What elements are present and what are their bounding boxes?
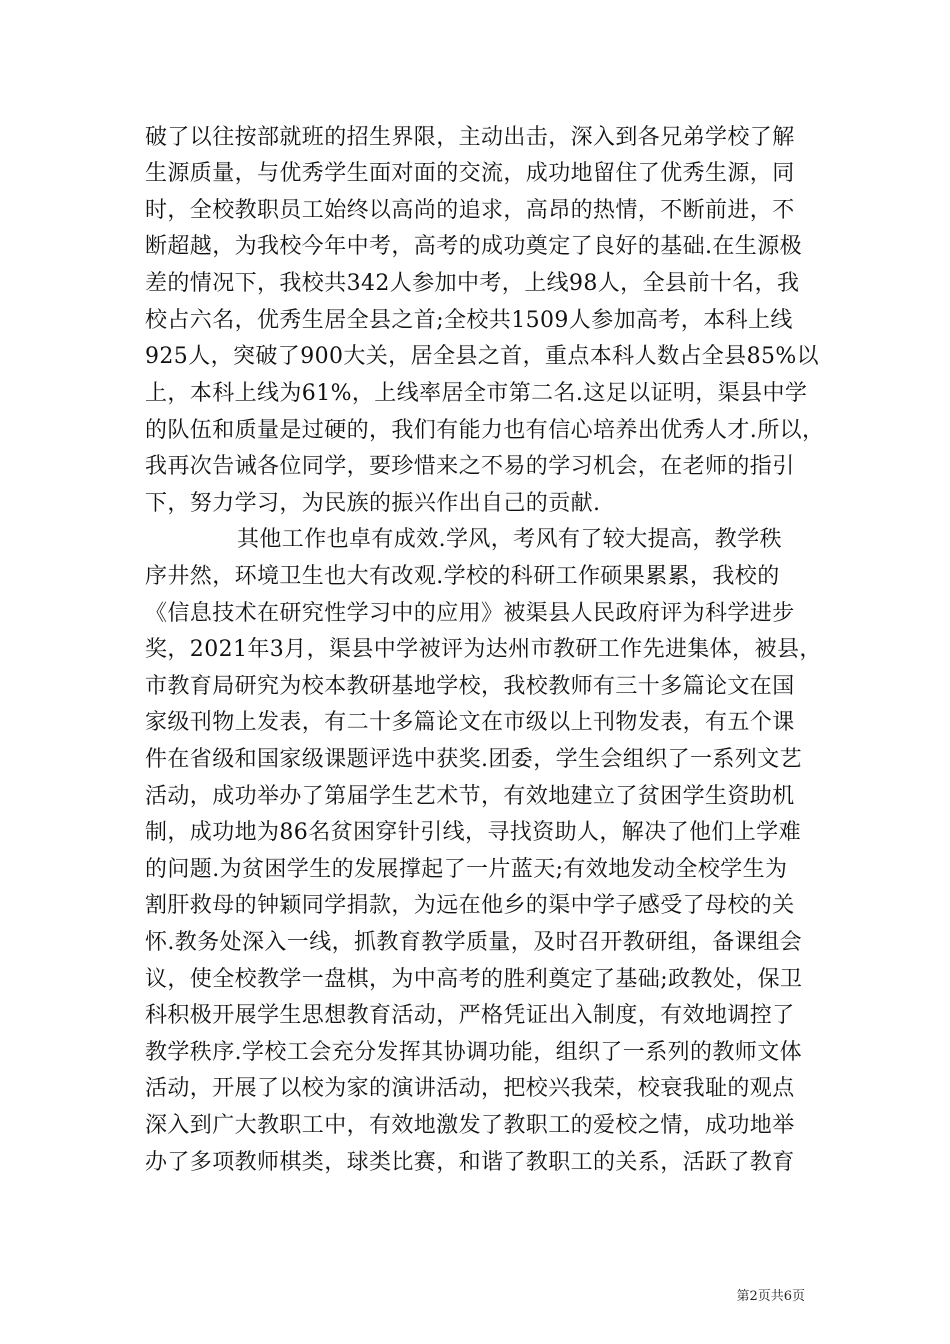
text-line: 议，使全校教学一盘棋，为中高考的胜利奠定了基础;政教处，保卫 <box>145 967 803 992</box>
text-line: 的问题.为贫困学生的发展撑起了一片蓝天;有效地发动全校学生为 <box>145 857 788 882</box>
text-line: 断超越，为我校今年中考，高考的成功奠定了良好的基础.在生源极 <box>145 234 802 259</box>
text-line: 序井然，环境卫生也大有改观.学校的科研工作硕果累累，我校的 <box>145 564 780 589</box>
text-line: 奖，2021年3月，渠县中学被评为达州市教研工作先进集体，被县， <box>145 637 822 662</box>
text-line: 时，全校教职员工始终以高尚的追求，高昂的热情，不断前进，不 <box>145 198 795 223</box>
text-line: 活动，开展了以校为家的演讲活动，把校兴我荣，校衰我耻的观点 <box>145 1076 795 1101</box>
text-line: 办了多项教师棋类，球类比赛，和谐了教职工的关系，活跃了教育 <box>145 1150 795 1175</box>
text-line: 教学秩序.学校工会充分发挥其协调功能，组织了一系列的教师文体 <box>145 1040 802 1065</box>
text-line: 市教育局研究为校本教研基地学校，我校教师有三十多篇论文在国 <box>145 674 795 699</box>
text-line: 上，本科上线为61%，上线率居全市第二名.这足以证明，渠县中学 <box>145 381 808 406</box>
text-line: 生源质量，与优秀学生面对面的交流，成功地留住了优秀生源，同 <box>145 161 795 186</box>
text-line: 深入到广大教职工中，有效地激发了教职工的爱校之情，成功地举 <box>145 1113 795 1138</box>
paragraph-first-line: 其他工作也卓有成效.学风，考风有了较大提高，教学秩 <box>237 527 782 552</box>
text-line: 件在省级和国家级课题评选中获奖.团委，学生会组织了一系列文艺 <box>145 747 802 772</box>
text-line: 科积极开展学生思想教育活动，严格凭证出入制度，有效地调控了 <box>145 1003 795 1028</box>
text-line: 下，努力学习，为民族的振兴作出自己的贡献. <box>145 491 601 516</box>
text-line: 校占六名，优秀生居全县之首;全校共1509人参加高考，本科上线 <box>145 308 793 333</box>
text-line: 家级刊物上发表，有二十多篇论文在市级以上刊物发表，有五个课 <box>145 710 795 735</box>
text-line: 割肝救母的钟颖同学捐款，为远在他乡的渠中学子感受了母校的关 <box>145 893 795 918</box>
text-line: 《信息技术在研究性学习中的应用》被渠县人民政府评为科学进步 <box>145 601 795 626</box>
text-line: 活动，成功举办了第届学生艺术节，有效地建立了贫困学生资助机 <box>145 784 795 809</box>
text-line: 925人，突破了900大关，居全县之首，重点本科人数占全县85%以 <box>145 344 820 369</box>
text-line: 怀.教务处深入一线，抓教育教学质量，及时召开教研组，备课组会 <box>145 930 802 955</box>
text-line: 的队伍和质量是过硬的，我们有能力也有信心培养出优秀人才.所以， <box>145 418 825 443</box>
text-line: 我再次告诫各位同学，要珍惜来之不易的学习机会，在老师的指引 <box>145 454 795 479</box>
text-line: 制，成功地为86名贫困穿针引线，寻找资助人，解决了他们上学难 <box>145 820 801 845</box>
page-number-footer: 第2页共6页 <box>736 1289 805 1304</box>
text-line: 破了以往按部就班的招生界限，主动出击，深入到各兄弟学校了解 <box>145 125 795 150</box>
text-line: 差的情况下，我校共342人参加中考，上线98人，全县前十名，我 <box>145 271 800 296</box>
